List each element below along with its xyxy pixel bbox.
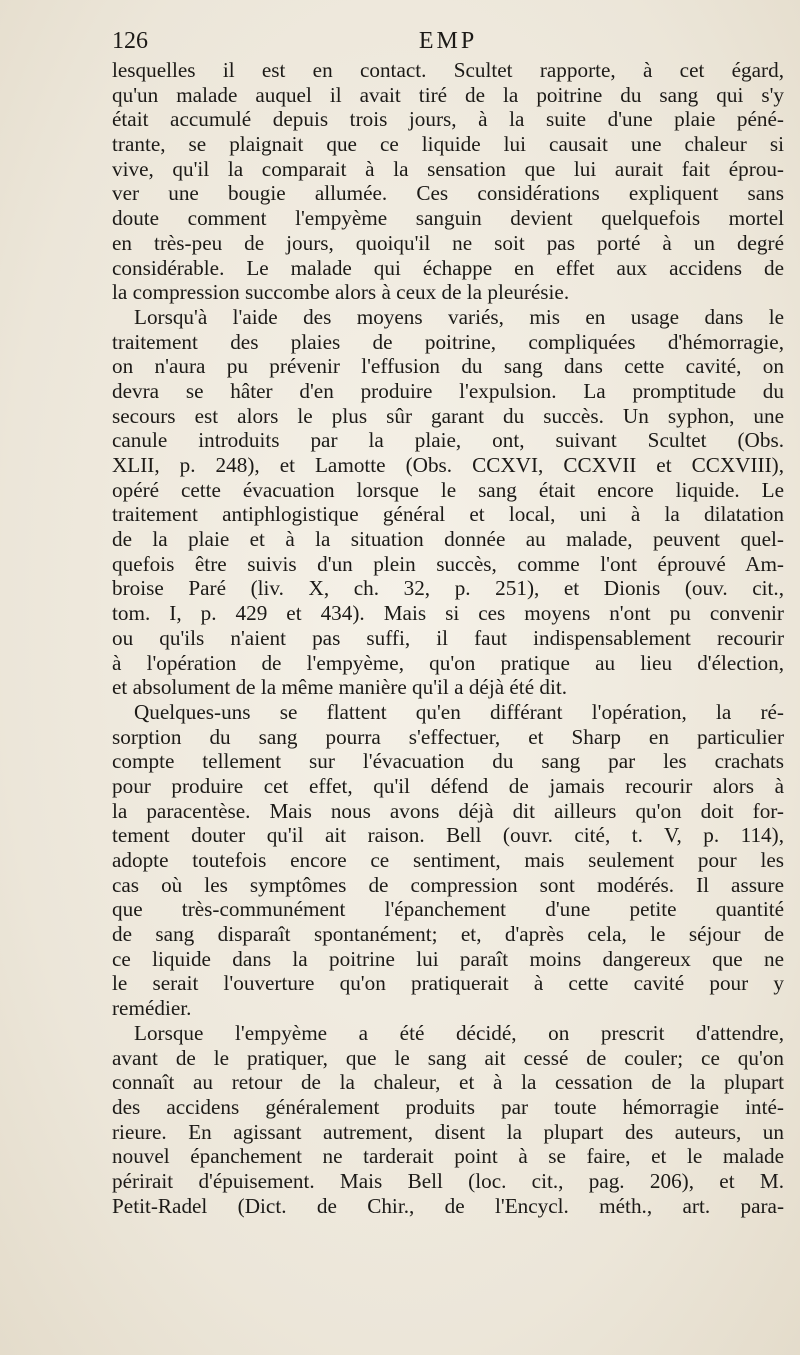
text-line: adopte toutefois encore ce sentiment, mais seulement pour les <box>112 848 784 872</box>
text-line: vive, qu'il la comparait à la sensation que lui aurait fait éprou- <box>112 156 784 181</box>
text-line: cas où les symptômes de compression sont modérés. Il assure <box>112 872 784 897</box>
text-line: la paracentèse. Mais nous avons déjà dit ailleurs qu'on doit for- <box>112 798 784 823</box>
text-line: connaît au retour de la chaleur, et à la cessation de la plupart <box>112 1070 784 1095</box>
text-line: que très-communément l'épanchement d'une petite quantité <box>112 897 784 922</box>
text-line: canule introduits par la plaie, ont, suivant Scultet (Obs. <box>112 428 784 453</box>
text-line: traitement des plaies de poitrine, compliquées d'hémorragie, <box>112 329 784 354</box>
text-line: Quelques-uns se flattent qu'en différant l'opération, la ré- <box>134 699 784 724</box>
text-line: était accumulé depuis trois jours, à la suite d'une plaie péné- <box>112 107 784 132</box>
text-line: le serait l'ouverture qu'on pratiquerait à cette cavité pour y <box>112 971 784 996</box>
text-line: quefois être suivis d'un plein succès, comme l'ont éprouvé Am- <box>112 551 784 576</box>
text-line: de sang disparaît spontanément; et, d'après cela, le séjour de <box>112 922 784 947</box>
text-line: et absolument de la même manière qu'il a déjà été dit. <box>112 675 568 700</box>
text-line: tom. I, p. 429 et 434). Mais si ces moyens n'ont pu convenir <box>112 601 784 626</box>
text-line: qu'un malade auquel il avait tiré de la poitrine du sang qui s'y <box>112 82 784 107</box>
text-line: secours est alors le plus sûr garant du succès. Un syphon, une <box>112 403 784 428</box>
text-line: lesquelles il est en contact. Scultet rapporte, à cet égard, <box>112 58 784 82</box>
text-line: avant de le pratiquer, que le sang ait cessé de couler; ce qu'on <box>112 1045 784 1070</box>
text-line: opéré cette évacuation lorsque le sang était encore liquide. Le <box>112 477 784 502</box>
text-line: ver une bougie allumée. Ces considérations expliquent sans <box>112 181 784 206</box>
text-line: la compression succombe alors à ceux de la pleurésie. <box>112 280 570 305</box>
text-line: à l'opération de l'empyème, qu'on pratique au lieu d'élection, <box>112 650 784 675</box>
text-line: pour produire cet effet, qu'il défend de jamais recourir alors à <box>112 773 784 798</box>
text-line: de la plaie et à la situation donnée au malade, peuvent quel- <box>112 527 784 552</box>
text-line: en très-peu de jours, quoiqu'il ne soit pas porté à un degré <box>112 230 784 255</box>
text-line: broise Paré (liv. X, ch. 32, p. 251), et Dionis (ouv. cit., <box>112 576 784 601</box>
text-line: devra se hâter d'en produire l'expulsion. La promptitude du <box>112 378 784 403</box>
page-number: 126 <box>112 28 148 54</box>
text-line: Petit-Radel (Dict. de Chir., de l'Encycl. méth., art. para- <box>112 1193 784 1218</box>
text-line: trante, se plaignait que ce liquide lui causait une chaleur si <box>112 132 784 157</box>
running-head: EMP <box>418 28 478 54</box>
text-line: compte tellement sur l'évacuation du sang par les crachats <box>112 749 784 774</box>
text-line: des accidens généralement produits par toute hémorragie inté- <box>112 1094 784 1119</box>
text-line: ce liquide dans la poitrine lui paraît moins dangereux que ne <box>112 946 784 971</box>
page-header <box>112 26 784 56</box>
text-line: doute comment l'empyème sanguin devient quelquefois mortel <box>112 206 784 231</box>
text-line: Lorsque l'empyème a été décidé, on prescrit d'attendre, <box>134 1020 784 1045</box>
text-line: rieure. En agissant autrement, disent la plupart des auteurs, un <box>112 1119 784 1144</box>
text-line: périrait d'épuisement. Mais Bell (loc. cit., pag. 206), et M. <box>112 1168 784 1193</box>
text-line: XLII, p. 248), et Lamotte (Obs. CCXVI, CCXVII et CCXVIII), <box>112 453 784 477</box>
text-line: considérable. Le malade qui échappe en effet aux accidens de <box>112 255 784 280</box>
body-text <box>112 58 784 1218</box>
text-line: on n'aura pu prévenir l'effusion du sang dans cette cavité, on <box>112 354 784 379</box>
text-line: sorption du sang pourra s'effectuer, et Sharp en particulier <box>112 724 784 749</box>
text-line: tement douter qu'il ait raison. Bell (ouvr. cité, t. V, p. 114), <box>112 823 784 848</box>
text-line: Lorsqu'à l'aide des moyens variés, mis en usage dans le <box>134 304 784 329</box>
text-line: traitement antiphlogistique général et local, uni à la dilatation <box>112 502 784 527</box>
text-line: remédier. <box>112 996 192 1021</box>
text-line: nouvel épanchement ne tarderait point à se faire, et le malade <box>112 1144 784 1169</box>
text-line: ou qu'ils n'aient pas suffi, il faut indispensablement recourir <box>112 625 784 650</box>
